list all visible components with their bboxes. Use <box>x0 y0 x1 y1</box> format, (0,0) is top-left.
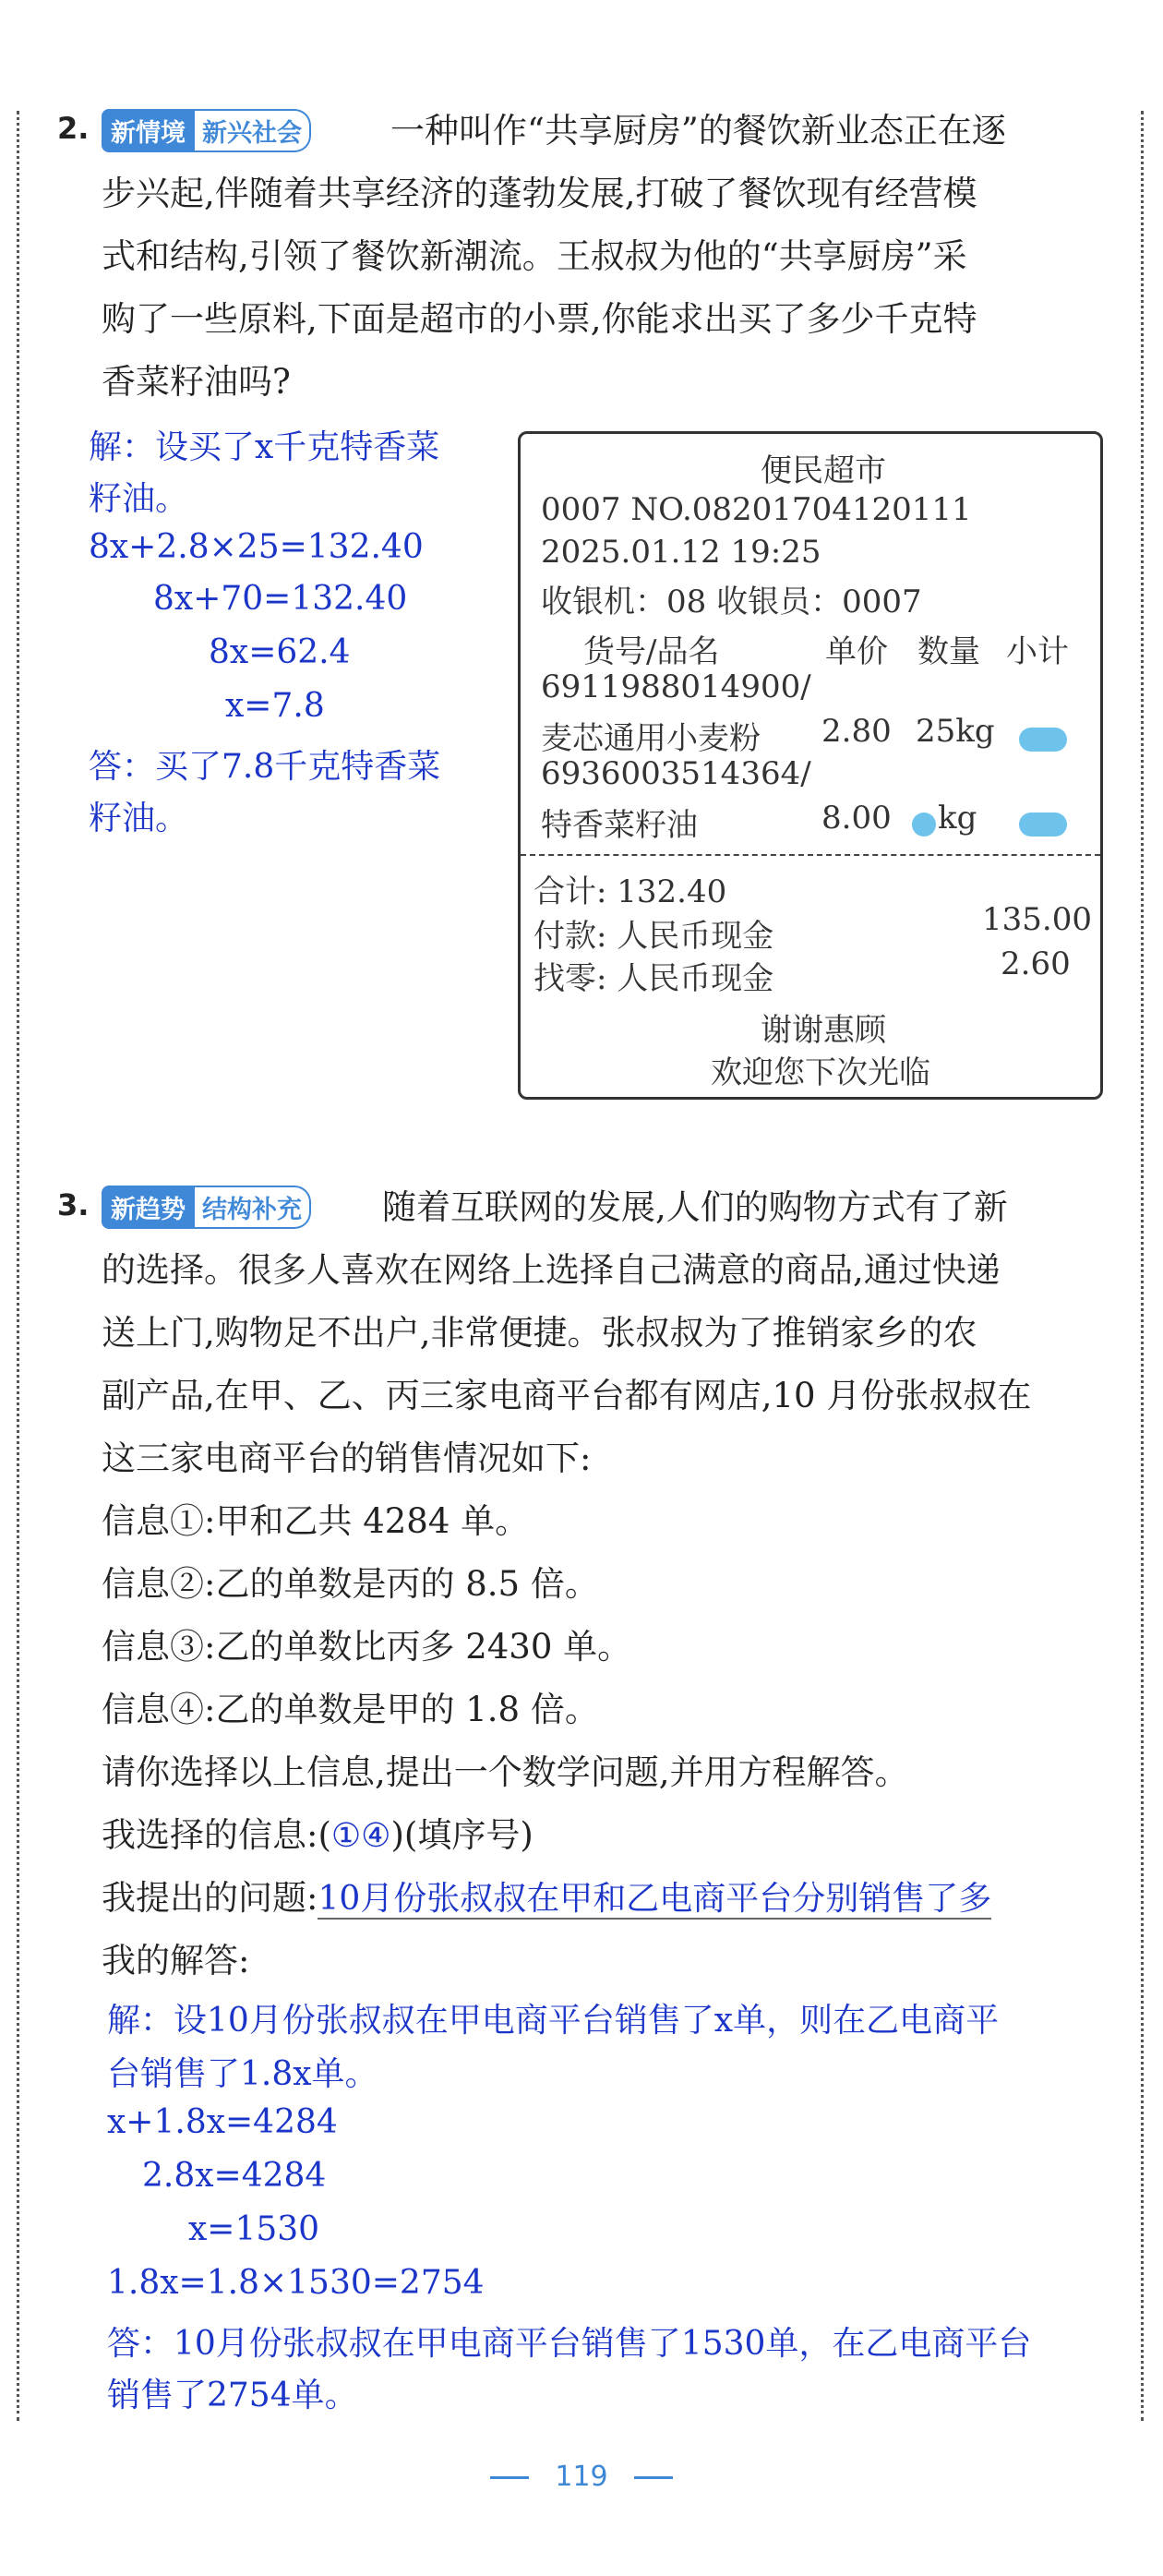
right-dotted-border <box>1141 111 1144 2421</box>
info-4: 信息④:乙的单数是甲的 1.8 倍。 <box>102 1690 599 1729</box>
receipt-change-amount: 2.60 <box>1001 945 1071 982</box>
supermarket-receipt <box>518 431 1103 1100</box>
receipt-item2-price: 8.00 <box>821 800 892 837</box>
receipt-thanks: 谢谢惠顾 <box>761 1012 886 1049</box>
question-3-number: 3. <box>57 1187 90 1222</box>
q2-line-2: 步兴起,伴随着共享经济的蓬勃发展,打破了餐饮现有经营模 <box>102 174 977 213</box>
answer-line: 籽油。 <box>89 800 189 837</box>
solution-line: 销售了2754单。 <box>107 2377 358 2414</box>
choice-row <box>102 1804 534 1868</box>
answer-line: 解：设买了x千克特香菜 <box>89 428 440 466</box>
solution-line: 台销售了1.8x单。 <box>107 2055 378 2093</box>
solution-line: 解：设10月份张叔叔在甲电商平台销售了x单，则在乙电商平 <box>107 2002 1000 2040</box>
q2-line-3: 式和结构,引领了餐饮新潮流。王叔叔为他的“共享厨房”采 <box>102 236 967 276</box>
receipt-item2-code: 6936003514364/ <box>541 755 811 792</box>
tag-emerging-society: 新兴社会 <box>195 109 311 152</box>
receipt-datetime: 2025.01.12 19:25 <box>541 534 821 571</box>
question-3-tags <box>102 1186 311 1229</box>
receipt-paid-label: 付款: 人民币现金 <box>534 918 774 955</box>
answer-line: 8x=62.4 <box>209 633 351 671</box>
receipt-header-item: 货号/品名 <box>583 633 720 670</box>
solution-label: 我的解答: <box>102 1941 250 1980</box>
footer-right-dash <box>634 2476 673 2479</box>
solution-line: 答：10月份张叔叔在甲电商平台销售了1530单，在乙电商平台 <box>107 2325 1032 2363</box>
receipt-item1-price: 2.80 <box>821 713 892 750</box>
solution-line: x+1.8x=4284 <box>107 2103 338 2141</box>
answer-line: 8x+2.8×25=132.40 <box>89 528 424 566</box>
receipt-code: 0007 NO.08201704120111 <box>541 491 972 528</box>
q3-line-4: 副产品,在甲、乙、丙三家电商平台都有网店,10 月份张叔叔在 <box>102 1376 1032 1415</box>
tag-structure-supplement: 结构补充 <box>195 1186 311 1229</box>
choice-value: ①④ <box>330 1817 391 1855</box>
receipt-change-label: 找零: 人民币现金 <box>534 960 774 997</box>
answer-line: x=7.8 <box>225 687 325 725</box>
page-number: 119 <box>555 2461 608 2493</box>
answer-line: 答：买了7.8千克特香菜 <box>89 748 441 786</box>
receipt-total: 合计: 132.40 <box>534 873 727 910</box>
receipt-header-qty: 数量 <box>917 633 980 670</box>
info-3: 信息③:乙的单数比丙多 2430 单。 <box>102 1627 632 1667</box>
q2-line-5: 香菜籽油吗? <box>102 362 291 402</box>
choice-label: 我选择的信息:( <box>102 1815 331 1855</box>
info-2: 信息②:乙的单数是丙的 8.5 倍。 <box>102 1564 599 1604</box>
receipt-header-subtotal: 小计 <box>1006 633 1069 670</box>
receipt-item1-code: 6911988014900/ <box>541 668 811 705</box>
q2-line-4: 购了一些原料,下面是超市的小票,你能求出买了多少千克特 <box>102 299 977 339</box>
receipt-welcome: 欢迎您下次光临 <box>711 1054 930 1091</box>
receipt-paid-amount: 135.00 <box>982 901 1092 938</box>
receipt-item2-unit: kg <box>938 800 977 837</box>
q3-line-2: 的选择。很多人喜欢在网络上选择自己满意的商品,通过快递 <box>102 1250 1001 1290</box>
blurred-subtotal <box>1019 728 1067 752</box>
question-2-number: 2. <box>57 111 90 146</box>
blurred-subtotal <box>1019 813 1067 837</box>
q3-line-3: 送上门,购物足不出户,非常便捷。张叔叔为了推销家乡的农 <box>102 1313 977 1353</box>
question-label: 我提出的问题: <box>102 1878 318 1918</box>
solution-line: 1.8x=1.8×1530=2754 <box>107 2264 485 2302</box>
receipt-header-price: 单价 <box>825 633 888 670</box>
blurred-quantity <box>912 813 936 837</box>
page-footer <box>0 2461 1163 2493</box>
question-value: 10月份张叔叔在甲和乙电商平台分别销售了多 <box>318 1880 992 1918</box>
tag-new-context: 新情境 <box>102 109 195 152</box>
question-2-tags <box>102 109 311 152</box>
q3-line-1: 随着互联网的发展,人们的购物方式有了新 <box>382 1187 1008 1227</box>
info-1: 信息①:甲和乙共 4284 单。 <box>102 1501 530 1541</box>
footer-left-dash <box>490 2476 529 2479</box>
q3-prompt: 请你选择以上信息,提出一个数学问题,并用方程解答。 <box>102 1752 909 1792</box>
solution-line: 2.8x=4284 <box>142 2157 327 2195</box>
left-dotted-border <box>17 111 19 2421</box>
receipt-divider <box>521 854 1100 856</box>
tag-new-trend: 新趋势 <box>102 1186 195 1229</box>
q2-line-1: 一种叫作“共享厨房”的餐饮新业态正在逐 <box>390 111 1006 150</box>
receipt-item2-name: 特香菜籽油 <box>541 807 698 844</box>
receipt-item1-name: 麦芯通用小麦粉 <box>541 720 761 757</box>
receipt-title: 便民超市 <box>761 452 886 489</box>
q3-line-5: 这三家电商平台的销售情况如下: <box>102 1438 592 1478</box>
answer-line: 籽油。 <box>89 480 189 518</box>
receipt-cashier: 收银机：08 收银员：0007 <box>541 584 922 620</box>
answer-line: 8x+70=132.40 <box>153 580 408 618</box>
question-row <box>102 1867 991 1931</box>
solution-line: x=1530 <box>188 2210 320 2248</box>
choice-suffix: )(填序号) <box>390 1815 534 1855</box>
receipt-item1-qty: 25kg <box>916 713 995 750</box>
